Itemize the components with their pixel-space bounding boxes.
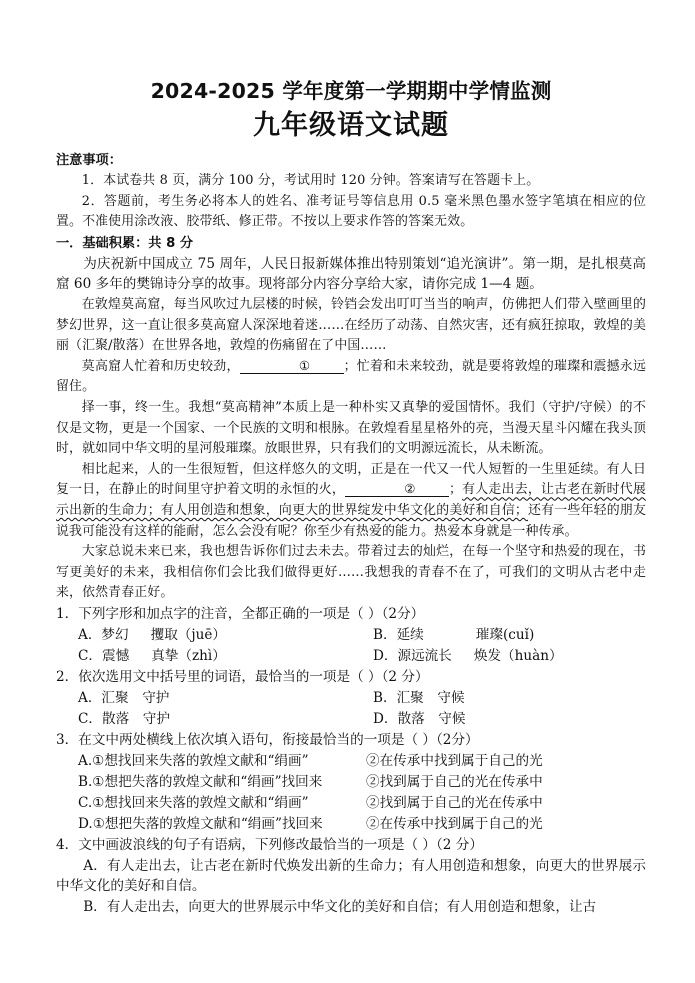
question-2-stem: 2．依次选用文中括号里的词语，最恰当的一项是（ ）（2 分） (56, 668, 429, 685)
passage-text: ；忙着和未来较劲，就是要将敦煌的璀璨和震撼永远留住。 (56, 358, 646, 395)
section-intro: 为庆祝新中国成立 75 周年，人民日报新媒体推出特别策划“追光演讲”。第一期，是扎根莫高窟 60 多年的樊锦诗分享的故事。现将部分内容分享给大家，请你完成 1—4 题。 (56, 255, 646, 293)
section-heading: 一．基础积累：共 8 分 (56, 235, 194, 251)
option-label: 焕发（huàn） (473, 647, 563, 664)
option-label: 真挚（zhì） (151, 647, 226, 664)
option-label: A.①想找回来失落的敦煌文献和“绢画” (78, 752, 309, 769)
wavy-underlined-sentence: 有人走出去，让古老在新时代展示出新的生命力；有人用创造和想象，向更大的世界绽发中华文化的美好和自信； (56, 482, 646, 518)
note-item-2: 2．答题前，考生务必将本人的姓名、准考证号等信息用 0.5 毫米黑色墨水签字笔填在相应的位置。不准使用涂改液、胶带纸、修正带。不按以上要求作答的答案无效。 (56, 193, 646, 230)
option-label: D．源远流长 (373, 647, 452, 664)
passage-paragraph-1: 在敦煌莫高窟，每当风吹过九层楼的时候，铃铛会发出叮叮当当的响声，仿佛把人们带入壁画里的梦幻世界，这一直让很多莫高窟人深深地着迷……在经历了动荡、自然灾害，还有疯狂掠取，敦煌的美丽（汇聚/散落）在世界各地，敦煌的伤痛留在了中国…… (56, 296, 646, 354)
option-a[interactable]: A．汇聚 守护 (78, 689, 170, 706)
question-1-stem: 1．下列字形和加点字的注音，全都正确的一项是（ ）（2分） (56, 605, 425, 622)
option-b[interactable]: B．有人走出去，向更大的世界展示中华文化的美好和自信；有人用创造和想象，让古 (83, 899, 597, 916)
option-label: C．震憾 (78, 647, 130, 664)
option-c[interactable] (56, 793, 646, 814)
option-b[interactable] (351, 625, 646, 646)
question-2-options-row-2 (56, 709, 646, 730)
option-label: ②在传承中找到属于自己的光 (366, 752, 543, 769)
question-4-stem: 4．文中画波浪线的句子有语病，下列修改最恰当的一项是（ ）（2 分） (56, 836, 483, 853)
passage-paragraph-4 (56, 460, 646, 542)
note-item-1: 1．本试卷共 8 页，满分 100 分，考试用时 120 分钟。答案请写在答题卡上。 (81, 173, 540, 188)
exam-title: 2024-2025 学年度第一学期期中学情监测 (150, 79, 552, 103)
option-label: C.①想找回来失落的敦煌文献和“绢画” (78, 794, 309, 811)
option-c[interactable]: C．散落 守护 (78, 710, 170, 727)
option-label: ②在传承中找到属于自己的光 (366, 815, 543, 832)
passage-paragraph-5: 大家总说未来已来，我也想告诉你们过去未去。带着过去的灿烂，在每一个坚守和热爱的现在，书写更美好的未来，我相信你们会比我们做得更好……我想我的青春不在了，可我们的文明从古老中走来，依然青春正好。 (56, 544, 646, 601)
option-c[interactable] (56, 646, 351, 667)
question-1-options-row-1 (56, 625, 646, 646)
passage-text: 还有一些年轻的朋友说我可能没有这样的能耐，怎么会没有呢？你至少有热爱的能力。热爱本身就是一种传承。 (56, 502, 646, 539)
option-label: ②找到属于自己的光在传承中 (366, 773, 543, 790)
option-label: B.①想把失落的敦煌文献和“绢画”找回来 (78, 773, 323, 790)
option-label: B．延续 (373, 626, 424, 643)
option-label: 璀璨(cuǐ) (475, 626, 535, 643)
option-a[interactable] (56, 751, 646, 772)
blank-2: ② (345, 481, 449, 497)
passage-text: 相比起来，人的一生很短暂，但这样悠久的文明，正是在一代又一代人短暂的一生里延续。有人日复一日，在静止的时间里守护着文明的永恒的火， (56, 461, 646, 498)
option-d[interactable] (351, 646, 646, 667)
option-b[interactable]: B．汇聚 守候 (373, 689, 465, 706)
option-d[interactable]: D．散落 守候 (373, 710, 466, 727)
passage-text: ； (449, 482, 463, 498)
option-a[interactable] (56, 625, 351, 646)
option-d[interactable] (56, 814, 646, 835)
exam-page (56, 76, 646, 918)
question-2-options-row-1 (56, 688, 646, 709)
option-label: A．梦幻 (78, 626, 129, 643)
question-3-stem: 3．在文中两处横线上依次填入语句，衔接最恰当的一项是（ ）（2分） (56, 731, 479, 748)
option-label: 攫取（juē） (150, 626, 226, 643)
passage-paragraph-2 (56, 357, 646, 398)
option-a[interactable]: A．有人走出去，让古老在新时代焕发出新的生命力；有人用创造和想象，向更大的世界展示中华文化的美好和自信。 (56, 857, 646, 895)
passage-paragraph-3: 择一事，终一生。我想“莫高精神”本质上是一种朴实又真挚的爱国情怀。我们（守护/守候）的不仅是文物，更是一个国家、一个民族的文明和根脉。在敦煌看星星格外的亮，当漫天星斗闪耀在我头顶时，就如同中华文明的星河般璀璨。放眼世界，只有我们的文明源远流长，从未断流。 (56, 399, 646, 457)
blank-1: ① (240, 358, 344, 374)
passage-text: 莫高窟人忙着和历史较劲， (81, 358, 240, 374)
option-b[interactable] (56, 772, 646, 793)
question-1-options-row-2 (56, 646, 646, 667)
exam-subtitle: 九年级语文试题 (253, 110, 449, 141)
option-label: ②找到属于自己的光在传承中 (366, 794, 543, 811)
option-label: D.①想把失落的敦煌文献和“绢画”找回来 (78, 815, 323, 832)
notes-heading: 注意事项： (56, 153, 122, 168)
